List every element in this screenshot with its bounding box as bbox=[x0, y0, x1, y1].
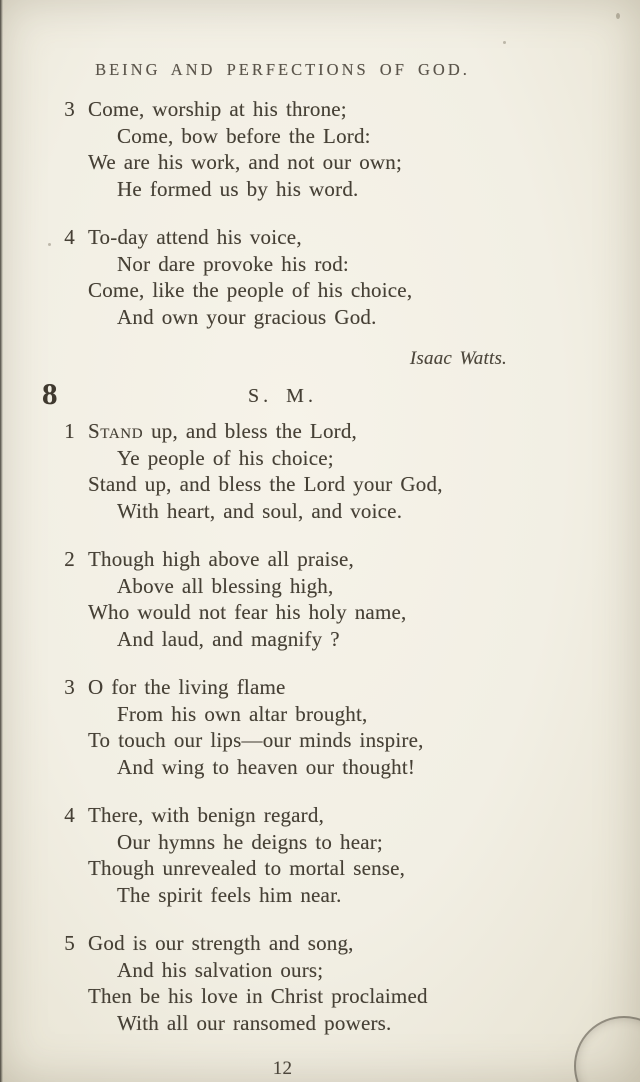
verse-line: We are his work, and not our own; bbox=[88, 150, 403, 174]
verse-lines bbox=[88, 546, 565, 652]
verse-line: Who would not fear his holy name, bbox=[88, 600, 407, 624]
verse-line: The spirit feels him near. bbox=[117, 882, 342, 907]
verse-number: 3 bbox=[64, 675, 75, 699]
verse bbox=[0, 930, 565, 1036]
verse-lines bbox=[88, 930, 565, 1036]
page-number: 12 bbox=[272, 1058, 293, 1079]
verse-line: Then be his love in Christ proclaimed bbox=[88, 984, 428, 1008]
verse-line: Above all blessing high, bbox=[117, 573, 334, 598]
verse bbox=[0, 546, 565, 652]
verse-line: With all our ransomed powers. bbox=[117, 1010, 392, 1035]
verse-line: And own your gracious God. bbox=[117, 304, 377, 329]
verse-line: Nor dare provoke his rod: bbox=[117, 251, 349, 276]
verse-lines bbox=[88, 674, 565, 780]
verse-line: And his salvation ours; bbox=[117, 957, 324, 982]
scan-edge-artifact bbox=[0, 0, 3, 1082]
running-header: BEING AND PERFECTIONS OF GOD. bbox=[95, 60, 470, 79]
verse-line: And wing to heaven our thought! bbox=[117, 754, 416, 779]
hymn-meter: S. M. bbox=[248, 385, 317, 407]
verse bbox=[0, 224, 565, 330]
verse-line: Come, like the people of his choice, bbox=[88, 278, 413, 302]
verse-lines bbox=[88, 224, 565, 330]
verse-number: 4 bbox=[64, 225, 75, 249]
verse bbox=[0, 802, 565, 908]
verse-line: And laud, and magnify ? bbox=[117, 626, 340, 651]
page-corner-shadow bbox=[574, 1016, 640, 1082]
verse-line: God is our strength and song, bbox=[88, 931, 354, 955]
verse-number: 2 bbox=[64, 547, 75, 571]
verse-line: Come, worship at his throne; bbox=[88, 97, 347, 121]
verse-number: 3 bbox=[64, 97, 75, 121]
hymn-number: 8 bbox=[42, 376, 59, 411]
hymn-text-block bbox=[0, 96, 565, 1036]
verse-lines bbox=[88, 418, 565, 524]
verse-line: Stand up, and bless the Lord your God, bbox=[88, 472, 443, 496]
verse-line: Though unrevealed to mortal sense, bbox=[88, 856, 406, 880]
verse-line bbox=[88, 418, 565, 445]
scan-speck bbox=[48, 243, 51, 246]
verse-number: 4 bbox=[64, 803, 75, 827]
small-caps-word: Stand bbox=[88, 419, 144, 443]
verse-number: 5 bbox=[64, 931, 75, 955]
hymn-heading bbox=[0, 378, 565, 414]
verse-line: Come, bow before the Lord: bbox=[117, 123, 371, 148]
scan-speck bbox=[503, 41, 506, 44]
verse-line: There, with benign regard, bbox=[88, 803, 325, 827]
verse bbox=[0, 674, 565, 780]
author-attribution: Isaac Watts. bbox=[409, 348, 507, 369]
verse-line-rest: up, and bless the Lord, bbox=[143, 419, 357, 443]
verse-line: Though high above all praise, bbox=[88, 547, 354, 571]
verse bbox=[0, 418, 565, 524]
verse-line: Ye people of his choice; bbox=[117, 445, 334, 470]
hymn-continuation bbox=[0, 96, 565, 370]
verse-lines bbox=[88, 802, 565, 908]
verse-lines bbox=[88, 96, 565, 202]
verse-number: 1 bbox=[64, 419, 75, 443]
verse-line: To touch our lips—our minds inspire, bbox=[88, 728, 424, 752]
verse-line: He formed us by his word. bbox=[117, 176, 359, 201]
verse-line: To-day attend his voice, bbox=[88, 225, 302, 249]
verse-line: From his own altar brought, bbox=[117, 701, 368, 726]
verse-line: Our hymns he deigns to hear; bbox=[117, 829, 383, 854]
hymn-8 bbox=[0, 378, 565, 1036]
scan-speck bbox=[616, 13, 620, 19]
verse-line: With heart, and soul, and voice. bbox=[117, 498, 403, 523]
verse-line: O for the living flame bbox=[88, 675, 286, 699]
verse bbox=[0, 96, 565, 202]
